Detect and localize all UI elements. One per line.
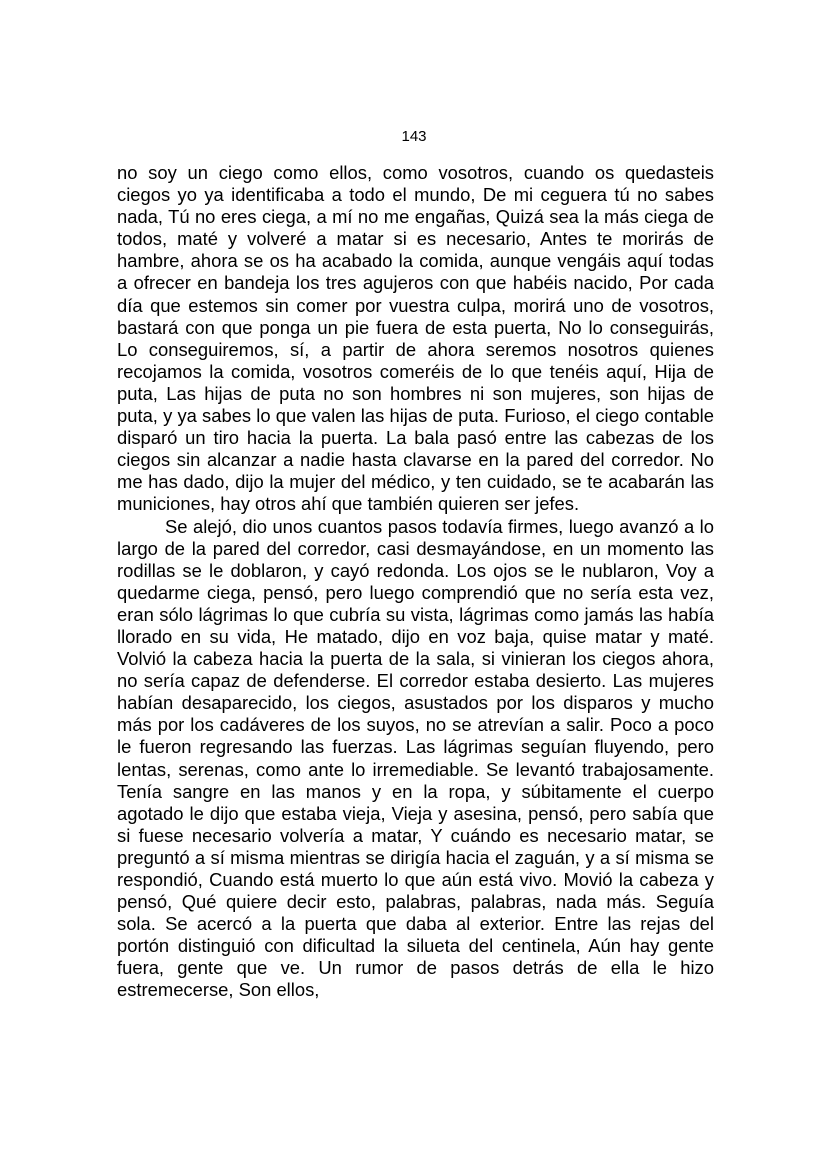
page-number: 143 [401, 128, 427, 145]
body-text [117, 162, 714, 1002]
paragraph-2: Se alejó, dio unos cuantos pasos todavía firmes, luego avanzó a lo largo de la pared del corredor, casi desmayándose, en un momento las rodillas se le doblaron, y cayó redonda. Los ojos se le nublaron, Voy a quedarme ciega, pensó, pero luego comprendió que no sería esta vez, eran sólo lágrimas lo que cubría su vista, lágrimas como jamás las había llorado en su vida, He matado, dijo en voz baja, quise matar y maté. Volvió la cabeza hacia la puerta de la sala, si vinieran los ciegos ahora, no sería capaz de defenderse. El corredor estaba desierto. Las mujeres habían desaparecido, los ciegos, asustados por los disparos y mucho más por los cadáveres de los suyos, no se atrevían a salir. Poco a poco le fueron regresando las fuerzas. Las lágrimas seguían fluyendo, pero lentas, serenas, como ante lo irremediable. Se levantó trabajosamente. Tenía sangre en las manos y en la ropa, y súbitamente el cuerpo agotado le dijo que estaba vieja, Vieja y asesina, pensó, pero sabía que si fuese necesario volvería a matar, Y cuándo es necesario matar, se preguntó a sí misma mientras se dirigía hacia el zaguán, y a sí misma se respondió, Cuando está muerto lo que aún está vivo. Movió la cabeza y pensó, Qué quiere decir esto, palabras, palabras, nada más. Seguía sola. Se acercó a la puerta que daba al exterior. Entre las rejas del portón distinguió con dificultad la silueta del centinela, Aún hay gente fuera, gente que ve. Un rumor de pasos detrás de ella le hizo estremecerse, Son ellos, [117, 515, 714, 1001]
paragraph-1: no soy un ciego como ellos, como vosotros, cuando os quedasteis ciegos yo ya identificaba a todo el mundo, De mi ceguera tú no sabes nada, Tú no eres ciega, a mí no me engañas, Quizá sea la más ciega de todos, maté y volveré a matar si es necesario, Antes te morirás de hambre, ahora se os ha acabado la comida, aunque vengáis aquí todas a ofrecer en bandeja los tres agujeros con que habéis nacido, Por cada día que estemos sin comer por vuestra culpa, morirá uno de vosotros, bastará con que ponga un pie fuera de esta puerta, No lo conseguirás, Lo conseguiremos, sí, a partir de ahora seremos nosotros quienes recojamos la comida, vosotros comeréis de lo que tenéis aquí, Hija de puta, Las hijas de puta no son hombres ni son mujeres, son hijas de puta, y ya sabes lo que valen las hijas de puta. Furioso, el ciego contable disparó un tiro hacia la puerta. La bala pasó entre las cabezas de los ciegos sin alcanzar a nadie hasta clavarse en la pared del corredor. No me has dado, dijo la mujer del médico, y ten cuidado, se te acabarán las municiones, hay otros ahí que también quieren ser jefes. [117, 162, 714, 515]
